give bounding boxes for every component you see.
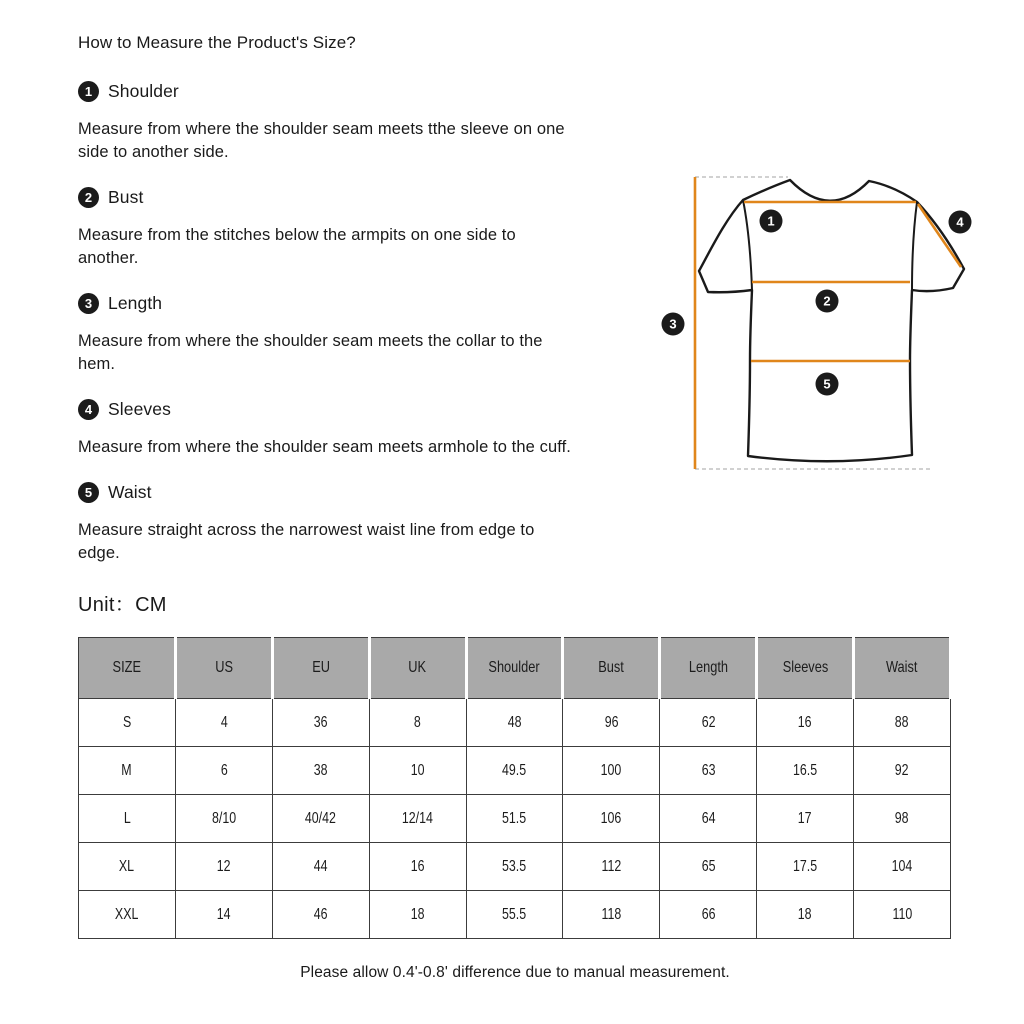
value-cell: 16 xyxy=(757,699,854,747)
step-label: Shoulder xyxy=(108,81,179,101)
value-cell: 14 xyxy=(175,891,272,939)
measurement-instructions xyxy=(78,81,578,565)
marker-number: 2 xyxy=(823,293,831,309)
marker-number: 4 xyxy=(956,214,964,230)
step-description: Measure from where the shoulder seam meets armhole to the cuff. xyxy=(78,438,571,456)
marker-number: 5 xyxy=(823,376,831,392)
value-cell: 98 xyxy=(854,795,951,843)
size-cell: S xyxy=(79,699,176,747)
measurement-disclaimer: Please allow 0.4'-0.8' difference due to manual measurement. xyxy=(300,964,730,981)
step-description: Measure straight across the narrowest waist line from edge to edge. xyxy=(78,521,535,562)
step-heading xyxy=(78,187,578,208)
value-cell: 53.5 xyxy=(466,843,563,891)
step-number-badge: 2 xyxy=(78,187,99,208)
value-cell: 36 xyxy=(272,699,369,747)
value-cell: 6 xyxy=(175,747,272,795)
column-header: Shoulder xyxy=(466,638,563,699)
value-cell: 8/10 xyxy=(175,795,272,843)
step-label: Length xyxy=(108,293,163,313)
step-heading xyxy=(78,293,578,314)
value-cell: 44 xyxy=(272,843,369,891)
value-cell: 88 xyxy=(854,699,951,747)
value-cell: 12/14 xyxy=(369,795,466,843)
value-cell: 38 xyxy=(272,747,369,795)
size-cell: M xyxy=(79,747,176,795)
step-description: Measure from where the shoulder seam meets tthe sleeve on one side to another side. xyxy=(78,120,565,161)
value-cell: 51.5 xyxy=(466,795,563,843)
value-cell: 63 xyxy=(660,747,757,795)
step-number-badge: 1 xyxy=(78,81,99,102)
value-cell: 40/42 xyxy=(272,795,369,843)
value-cell: 48 xyxy=(466,699,563,747)
step-description: Measure from where the shoulder seam meets the collar to the hem. xyxy=(78,332,543,373)
value-cell: 92 xyxy=(854,747,951,795)
diagram-marker-shoulder xyxy=(760,210,783,233)
value-cell: 17 xyxy=(757,795,854,843)
value-cell: 118 xyxy=(563,891,660,939)
value-cell: 16 xyxy=(369,843,466,891)
value-cell: 55.5 xyxy=(466,891,563,939)
column-header: Bust xyxy=(563,638,660,699)
value-cell: 17.5 xyxy=(757,843,854,891)
marker-number: 1 xyxy=(767,213,775,229)
value-cell: 65 xyxy=(660,843,757,891)
value-cell: 106 xyxy=(563,795,660,843)
step-length xyxy=(78,293,578,376)
unit-label: Unit：CM xyxy=(78,594,167,616)
tshirt-measurement-diagram xyxy=(650,163,980,483)
column-header: Length xyxy=(660,638,757,699)
size-cell: XXL xyxy=(79,891,176,939)
step-shoulder xyxy=(78,81,578,164)
column-header: EU xyxy=(272,638,369,699)
step-heading xyxy=(78,482,578,503)
size-cell: L xyxy=(79,795,176,843)
table-row xyxy=(79,795,951,843)
marker-number: 3 xyxy=(669,316,677,332)
header-row xyxy=(79,638,951,699)
step-description: Measure from the stitches below the armpits on one side to another. xyxy=(78,226,516,267)
value-cell: 18 xyxy=(369,891,466,939)
step-label: Sleeves xyxy=(108,399,171,419)
value-cell: 4 xyxy=(175,699,272,747)
table-row xyxy=(79,747,951,795)
table-row xyxy=(79,843,951,891)
size-table-body xyxy=(79,699,951,939)
value-cell: 96 xyxy=(563,699,660,747)
value-cell: 49.5 xyxy=(466,747,563,795)
column-header: SIZE xyxy=(79,638,176,699)
column-header: Sleeves xyxy=(757,638,854,699)
value-cell: 62 xyxy=(660,699,757,747)
value-cell: 12 xyxy=(175,843,272,891)
value-cell: 100 xyxy=(563,747,660,795)
step-heading xyxy=(78,81,578,102)
step-waist xyxy=(78,482,578,565)
page-title: How to Measure the Product's Size? xyxy=(78,33,356,52)
column-header: UK xyxy=(369,638,466,699)
diagram-marker-waist xyxy=(816,373,839,396)
step-number-badge: 3 xyxy=(78,293,99,314)
value-cell: 104 xyxy=(854,843,951,891)
value-cell: 8 xyxy=(369,699,466,747)
value-cell: 18 xyxy=(757,891,854,939)
diagram-marker-sleeves xyxy=(949,211,972,234)
diagram-marker-bust xyxy=(816,290,839,313)
value-cell: 112 xyxy=(563,843,660,891)
step-number-badge: 5 xyxy=(78,482,99,503)
table-row xyxy=(79,891,951,939)
step-heading xyxy=(78,399,578,420)
step-label: Waist xyxy=(108,482,152,502)
size-table-header xyxy=(79,638,951,699)
value-cell: 110 xyxy=(854,891,951,939)
step-number-badge: 4 xyxy=(78,399,99,420)
value-cell: 46 xyxy=(272,891,369,939)
step-sleeves xyxy=(78,399,578,459)
value-cell: 64 xyxy=(660,795,757,843)
step-bust xyxy=(78,187,578,270)
column-header: US xyxy=(175,638,272,699)
size-cell: XL xyxy=(79,843,176,891)
size-table xyxy=(78,637,952,939)
step-label: Bust xyxy=(108,187,144,207)
value-cell: 16.5 xyxy=(757,747,854,795)
tshirt-outline xyxy=(699,180,964,461)
value-cell: 66 xyxy=(660,891,757,939)
value-cell: 10 xyxy=(369,747,466,795)
diagram-marker-length xyxy=(662,313,685,336)
table-row xyxy=(79,699,951,747)
column-header: Waist xyxy=(854,638,951,699)
